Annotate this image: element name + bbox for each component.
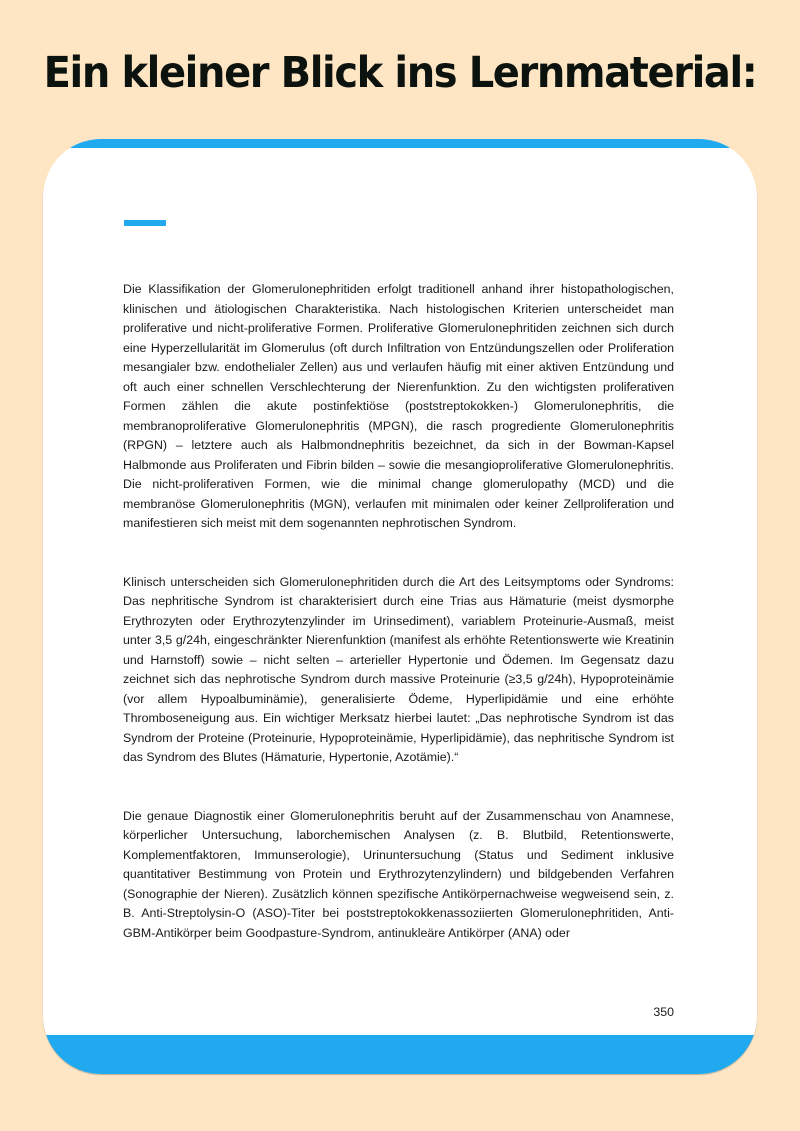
bottom-accent-band: [43, 1035, 757, 1074]
top-accent-band: [43, 139, 757, 148]
page-number: 350: [653, 1005, 674, 1019]
paragraph-classification: Die Klassifikation der Glomerulonephritiden erfolgt traditionell anhand ihrer histopathologischen, klinischen und ätiologischen Charakteristika. Nach histologischen Kriterien unterscheidet man proliferative und nicht-proliferative Formen. Proliferative Glomerulonephritiden zeichnen sich durch eine Hyperzellularität im Glomerulus (oft durch Infiltration von Entzündungszellen oder Proliferation mesangialer bzw. endothelialer Zellen) aus und verlaufen häufig mit einer aktiven Entzündung und oft auch einer schnellen Verschlechterung der Nierenfunktion. Zu den wichtigsten proliferativen Formen zählen die akute postinfektiöse (poststreptokokken-) Glomerulonephritis, die membranoproliferative Glomerulonephritis (MPGN), die rasch progrediente Glomerulonephritis (RPGN) – letztere auch als Halbmondnephritis bezeichnet, da sich in der Bowman-Kapsel Halbmonde aus Proliferaten und Fibrin bilden – sowie die mesangioproliferative Glomerulonephritis. Die nicht-proliferativen Formen, wie die minimal change glomerulopathy (MCD) und die membranöse Glomerulonephritis (MGN), verlaufen mit minimalen oder keiner Zellproliferation und manifestieren sich meist mit dem sogenannten nephrotischen Syndrom.: [123, 282, 674, 530]
section-accent-bar: [124, 220, 166, 226]
headline: Ein kleiner Blick ins Lernmaterial:: [43, 48, 757, 98]
document-page: [43, 139, 757, 1074]
paragraph-clinical: Klinisch unterscheiden sich Glomerulonephritiden durch die Art des Leitsymptoms oder Syndroms: Das nephritische Syndrom ist charakterisiert durch eine Trias aus Hämaturie (meist dysmorphe Erythrozyten oder Erythrozytenzylinder im Urinsediment), variablem Proteinurie-Ausmaß, meist unter 3,5 g/24h, eingeschränkter Nierenfunktion (manifest als erhöhte Retentionswerte wie Kreatinin und Harnstoff) sowie – nicht selten – arterieller Hypertonie und Ödemen. Im Gegensatz dazu zeichnet sich das nephrotische Syndrom durch massive Proteinurie (≥3,5 g/24h), Hypoproteinämie (vor allem Hypoalbuminämie), generalisierte Ödeme, Hyperlipidämie und eine erhöhte Thromboseneigung aus. Ein wichtiger Merksatz hierbei lautet: „Das nephrotische Syndrom ist das Syndrom der Proteine (Proteinurie, Hypoproteinämie, Hyperlipidämie), das nephritische Syndrom ist das Syndrom des Blutes (Hämaturie, Hypertonie, Azotämie).“: [123, 574, 674, 764]
paragraph-diagnostics: Die genaue Diagnostik einer Glomerulonephritis beruht auf der Zusammenschau von Anamnese, körperlicher Untersuchung, laborchemischen Analysen (z. B. Blutbild, Retentionswerte, Komplementfaktoren, Immunserologie), Urinuntersuchung (Status und Sediment inklusive quantitativer Bestimmung von Protein und Erythrozytenzylindern) und bildgebenden Verfahren (Sonographie der Nieren). Zusätzlich können spezifische Antikörpernachweise wegweisend sein, z. B. Anti-Streptolysin-O (ASO)-Titer bei poststreptokokkenassoziierten Glomerulonephritiden, Anti-GBM-Antikörper beim Goodpasture-Syndrom, antinukleäre Antikörper (ANA) oder: [123, 808, 674, 940]
document-body: [123, 280, 674, 982]
